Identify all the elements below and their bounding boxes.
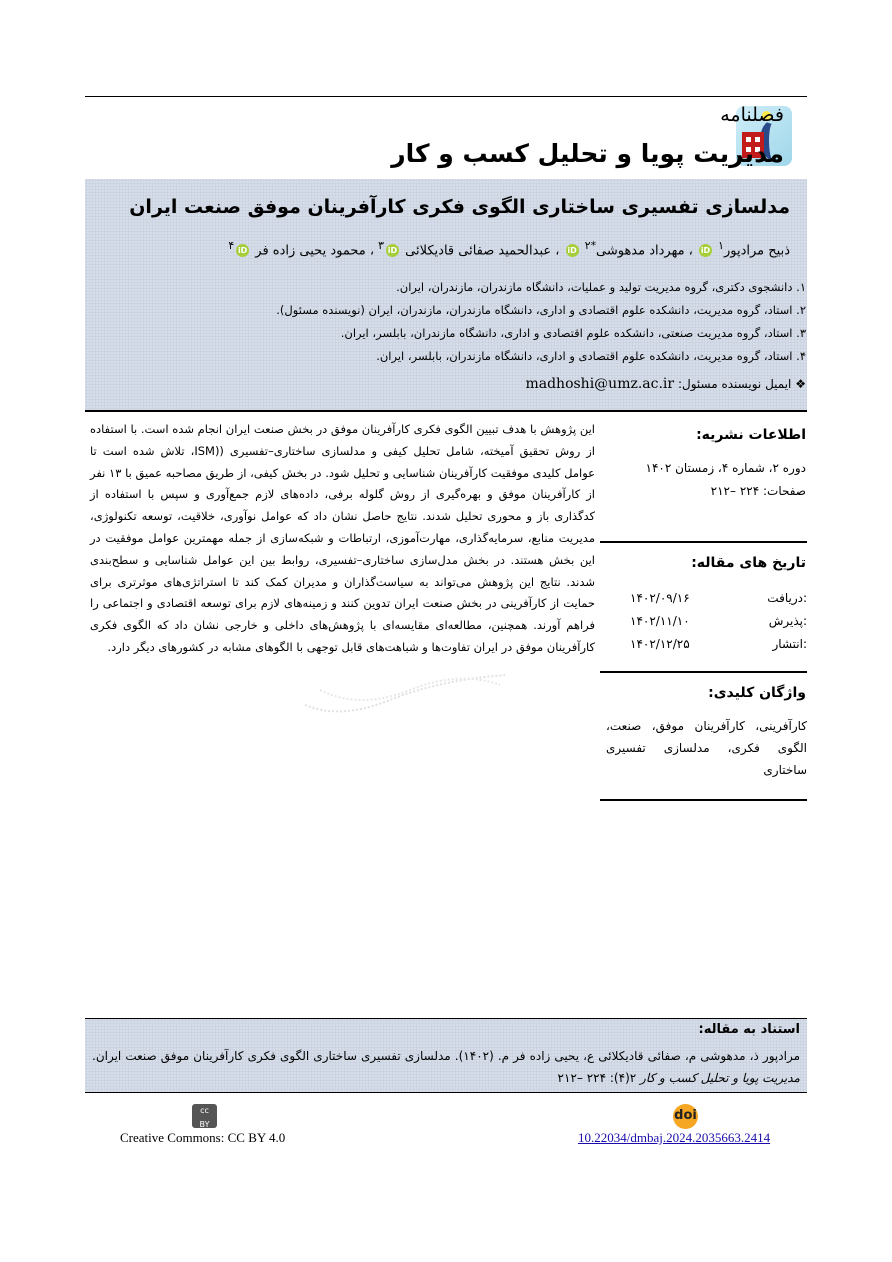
author-name: مهرداد مدهوشی: [596, 243, 685, 259]
doi-icon: doi: [673, 1104, 698, 1129]
date-label: پذیرش:: [768, 614, 807, 628]
author-list: [228, 239, 790, 258]
email-label: ایمیل نویسنده مسئول:: [677, 377, 792, 391]
cc-icon-label: cc: [200, 1106, 209, 1115]
sidebar-rule: [600, 671, 807, 673]
corresponding-email-line: [525, 376, 806, 392]
date-label: انتشار:: [772, 637, 807, 651]
author-affiliation-number: ۱: [718, 239, 724, 252]
affiliation-2: ۲. استاد، گروه مدیریت، دانشکده علوم اقتصادی و اداری، دانشگاه مازندران، مازندران، ایران (نویسنده مسئول).: [276, 303, 806, 317]
sidebar-rule: [600, 799, 807, 801]
orcid-icon[interactable]: iD: [567, 246, 577, 256]
date-value: ۱۴۰۲/۱۲/۲۵: [630, 637, 690, 651]
citation-journal-name: مدیریت پویا و تحلیل کسب و کار: [640, 1071, 800, 1085]
email-address[interactable]: madhoshi@umz.ac.ir: [525, 376, 675, 392]
sidebar-rule: [600, 541, 807, 543]
affiliation-1: ۱. دانشجوی دکتری، گروه مدیریت تولید و عملیات، دانشگاه مازندران، مازندران، ایران.: [396, 280, 806, 294]
cc-icon-sub: BY: [199, 1120, 210, 1129]
author-name: ذبیح مرادپور: [723, 243, 790, 259]
author-affiliation-number: ۴: [228, 239, 235, 252]
abstract-text: این پژوهش با هدف تبیین الگوی فکری کارآفرینان موفق در بخش صنعت ایران انجام شده است. با استفاده از روش تحقیق آمیخته، شامل تحلیل کیفی و مدلسازی ساختاری–تفسیری ((ISM، تلاش شده است تا عوامل کلیدی موفقیت کارآفرینان شناسایی و تحلیل شود. در بخش کیفی، از طریق مصاحبه عمیق با ۱۳ نفر از کارآفرینان موفق و بهره‌گیری از روش گلوله برفی، داده‌های لازم جمع‌آوری و سپس با استفاده از کدگذاری باز و محوری تحلیل شدند. نتایج حاصل نشان داد که عوامل نوآوری، خلاقیت، توسعه تکنولوژی، مدیریت منابع، سرمایه‌گذاری، مهارت‌آموزی، ارتباطات و شبکه‌سازی از جمله مهمترین عوامل موفقیت در این بخش هستند. در بخش مدل‌سازی ساختاری–تفسیری، روابط بین این عوامل شناسایی و سطح‌بندی شدند. نتایج این پژوهش می‌تواند به سیاست‌گذاران و مدیران کمک کند تا استراتژی‌های موثرتری برای حمایت از کارآفرینی در بخش صنعت ایران تدوین کنند و زمینه‌های لازم برای توسعه اقتصادی و اجتماعی را فراهم آورند. همچنین، مطالعه‌ای مقایسه‌ای با پژوهش‌های داخلی و خارجی نشان داد که الگوی فکری کارآفرینان موفق در ایران تفاوت‌ها و شباهت‌های قابل توجهی با الگوهای مشابه در کشورهای دیگر دارد.: [90, 422, 595, 654]
doi-link[interactable]: 10.22034/dmbaj.2024.2035663.2414: [578, 1130, 771, 1145]
citation-authors-title: مرادپور ذ، مدهوشی م، صفائی قادیکلائی ع، یحیی زاده فر م. (۱۴۰۲). مدلسازی تفسیری ساختاری الگوی فکری کارآفرینان موفق صنعت ایران.: [92, 1049, 800, 1063]
author-separator: ،: [365, 243, 375, 259]
journal-type-label: فصلنامه: [720, 104, 784, 126]
article-dates-heading: تاریخ های مقاله:: [691, 555, 806, 571]
author-affiliation-number: *۲: [584, 239, 596, 252]
orcid-icon[interactable]: iD: [387, 246, 398, 256]
author-separator: ،: [551, 243, 560, 259]
orcid-icon[interactable]: iD: [237, 246, 248, 256]
date-label: دریافت:: [767, 591, 807, 605]
watermark-logo: [300, 665, 510, 720]
author-name: عبدالحمید صفائی قادیکلائی: [405, 243, 552, 259]
affiliation-4: ۴. استاد، گروه مدیریت، دانشکده علوم اقتصادی و اداری، دانشگاه مازندران، بابلسر، ایران.: [376, 349, 806, 363]
citation-heading: استناد به مقاله:: [698, 1022, 800, 1037]
publication-pages: صفحات: ۲۲۴ –۲۱۲: [710, 484, 806, 498]
section-rule: [85, 410, 807, 412]
publication-issue: دوره ۲، شماره ۴، زمستان ۱۴۰۲: [645, 461, 806, 475]
publication-info-heading: اطلاعات نشریه:: [696, 427, 806, 443]
keywords-text: کارآفرینی، کارآفرینان موفق، صنعت، الگوی فکری، مدلسازی تفسیری ساختاری: [606, 719, 807, 777]
journal-name: مدیریت پویا و تحلیل کسب و کار: [391, 139, 784, 168]
article-title: مدلسازی تفسیری ساختاری الگوی فکری کارآفرینان موفق صنعت ایران: [129, 196, 790, 218]
date-value: ۱۴۰۲/۰۹/۱۶: [630, 591, 690, 605]
citation-volume-pages: ۲(۴): ۲۲۴ –۲۱۲: [557, 1071, 641, 1085]
author-affiliation-number: ۳: [378, 239, 384, 252]
affiliation-3: ۳. استاد، گروه مدیریت صنعتی، دانشکده علوم اقتصادی و اداری، دانشگاه مازندران، بابلسر، ایران.: [340, 326, 806, 340]
orcid-icon[interactable]: iD: [700, 246, 711, 256]
date-value: ۱۴۰۲/۱۱/۱۰: [630, 614, 690, 628]
license-text: Creative Commons: CC BY 4.0: [120, 1130, 286, 1145]
keywords-heading: واژگان کلیدی:: [708, 685, 806, 701]
top-rule: [85, 96, 807, 97]
creative-commons-icon[interactable]: [192, 1104, 217, 1128]
author-name: محمود یحیی زاده فر: [255, 243, 366, 259]
citation-text: [92, 1045, 800, 1089]
bullet-icon: ❖: [795, 377, 806, 391]
author-separator: ،: [684, 243, 693, 259]
